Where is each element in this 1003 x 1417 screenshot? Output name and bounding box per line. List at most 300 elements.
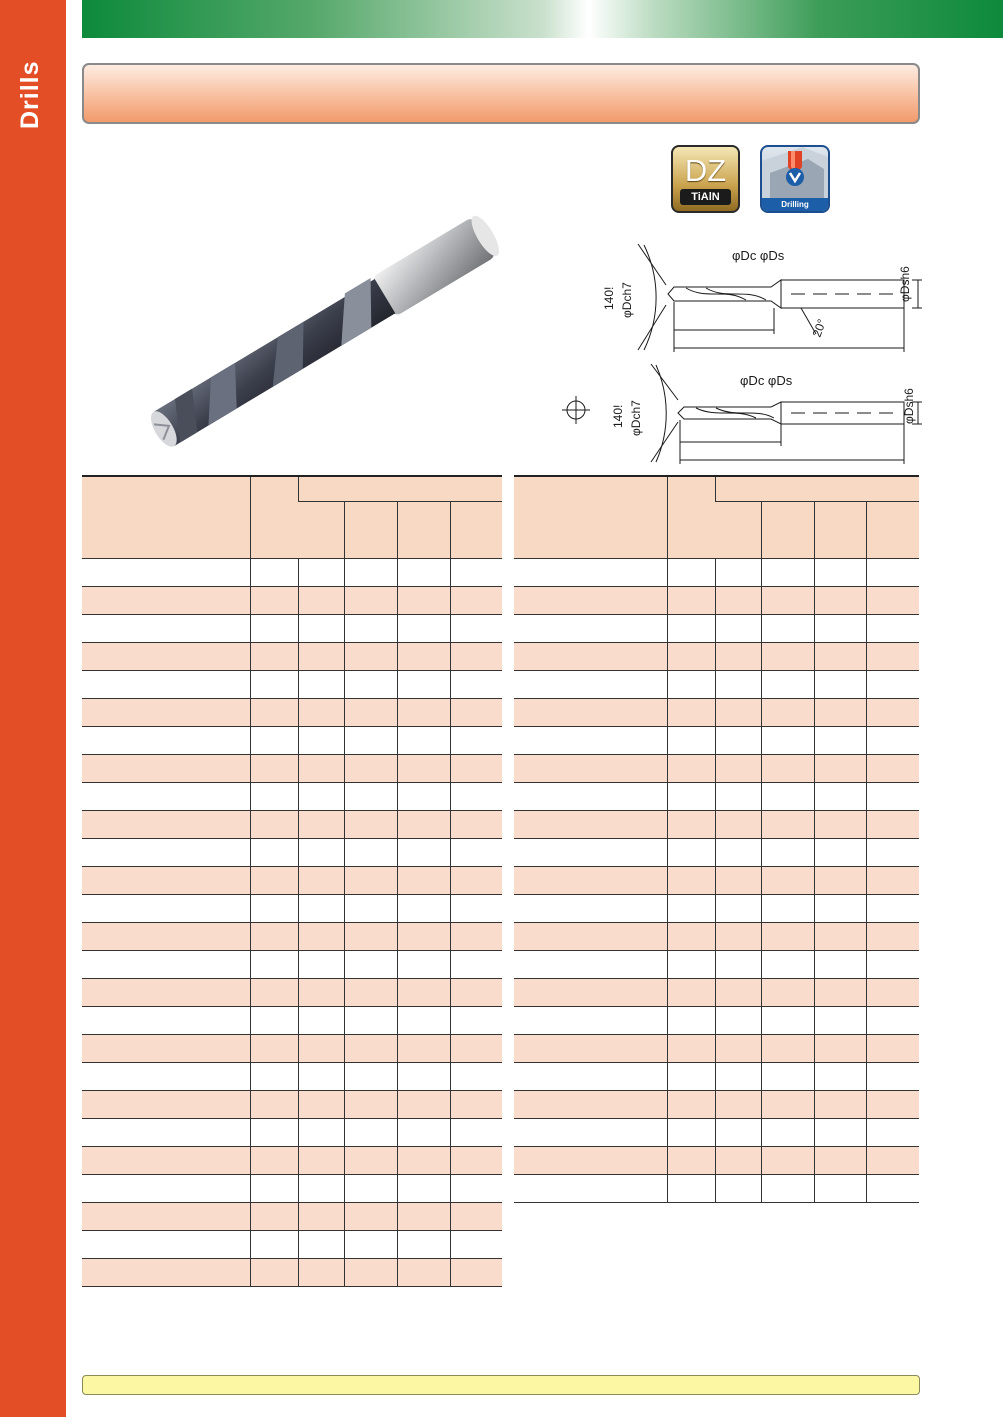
table-cell: [667, 558, 715, 586]
table-row: [82, 922, 502, 950]
table-cell: [82, 1118, 250, 1146]
table-cell: [761, 1090, 814, 1118]
table-cell: [514, 1174, 667, 1202]
table-cell: [397, 1118, 450, 1146]
header-cell: [814, 501, 866, 558]
table-cell: [298, 782, 344, 810]
table-cell: [667, 614, 715, 642]
table-row: [514, 810, 919, 838]
bottom-shank-label: φDsh6: [902, 388, 916, 424]
table-cell: [344, 1034, 397, 1062]
table-row: [82, 810, 502, 838]
table-row: [514, 1146, 919, 1174]
table-cell: [814, 558, 866, 586]
table-cell: [250, 558, 298, 586]
table-cell: [667, 1146, 715, 1174]
table-cell: [715, 866, 761, 894]
table-cell: [344, 922, 397, 950]
table-cell: [866, 754, 919, 782]
table-cell: [298, 726, 344, 754]
table-cell: [397, 726, 450, 754]
table-row: [82, 1258, 502, 1286]
table-cell: [814, 614, 866, 642]
table-cell: [82, 782, 250, 810]
table-cell: [667, 894, 715, 922]
coating-name: TiAlN: [680, 189, 731, 205]
table-cell: [397, 1202, 450, 1230]
table-cell: [667, 978, 715, 1006]
table-row: [82, 1090, 502, 1118]
table-cell: [866, 614, 919, 642]
table-cell: [450, 978, 502, 1006]
table-cell: [514, 866, 667, 894]
table-cell: [715, 698, 761, 726]
table-cell: [250, 1118, 298, 1146]
table-cell: [866, 1118, 919, 1146]
table-cell: [82, 558, 250, 586]
table-row: [514, 558, 919, 586]
table-cell: [250, 1062, 298, 1090]
table-row: [82, 866, 502, 894]
table-cell: [514, 1034, 667, 1062]
table-cell: [761, 698, 814, 726]
table-cell: [715, 754, 761, 782]
table-row: [82, 558, 502, 586]
table-cell: [514, 950, 667, 978]
table-cell: [298, 894, 344, 922]
bottom-tip-dia: φDch7: [629, 400, 643, 436]
table-cell: [250, 866, 298, 894]
table-cell: [761, 726, 814, 754]
table-cell: [761, 978, 814, 1006]
table-cell: [715, 1034, 761, 1062]
coating-brand: DZ: [684, 153, 727, 188]
application-label: Drilling: [762, 198, 828, 211]
table-row: [514, 698, 919, 726]
table-cell: [866, 810, 919, 838]
table-cell: [82, 642, 250, 670]
table-row: [514, 586, 919, 614]
table-cell: [866, 1034, 919, 1062]
table-cell: [761, 810, 814, 838]
table-cell: [450, 1006, 502, 1034]
table-cell: [450, 670, 502, 698]
table-cell: [715, 810, 761, 838]
table-cell: [344, 978, 397, 1006]
table-cell: [814, 642, 866, 670]
header-cell: [667, 476, 715, 558]
table-cell: [397, 1034, 450, 1062]
table-cell: [761, 1146, 814, 1174]
table-cell: [397, 558, 450, 586]
table-cell: [344, 1006, 397, 1034]
table-cell: [298, 810, 344, 838]
table-cell: [450, 1146, 502, 1174]
table-cell: [298, 1118, 344, 1146]
table-row: [514, 642, 919, 670]
table-cell: [715, 1118, 761, 1146]
table-cell: [761, 558, 814, 586]
table-cell: [667, 1034, 715, 1062]
table-cell: [450, 754, 502, 782]
table-cell: [866, 894, 919, 922]
table-row: [514, 782, 919, 810]
table-cell: [514, 978, 667, 1006]
table-cell: [250, 614, 298, 642]
table-row: [514, 1006, 919, 1034]
table-cell: [450, 1062, 502, 1090]
table-cell: [250, 1174, 298, 1202]
table-cell: [250, 698, 298, 726]
table-cell: [450, 866, 502, 894]
table-cell: [814, 782, 866, 810]
table-cell: [667, 698, 715, 726]
helix-angle: 20°: [809, 317, 830, 340]
table-cell: [344, 1202, 397, 1230]
table-cell: [82, 1230, 250, 1258]
table-cell: [450, 642, 502, 670]
header-cell: [298, 501, 344, 558]
header-cell: [450, 501, 502, 558]
table-cell: [82, 1202, 250, 1230]
table-cell: [514, 782, 667, 810]
table-cell: [250, 642, 298, 670]
table-cell: [814, 1146, 866, 1174]
table-cell: [715, 894, 761, 922]
table-cell: [450, 782, 502, 810]
application-badge: [760, 145, 830, 213]
table-row: [82, 782, 502, 810]
section-label: Drills: [16, 60, 44, 130]
table-cell: [514, 614, 667, 642]
header-cell: [866, 501, 919, 558]
header-cell: [514, 476, 667, 558]
table-cell: [514, 1146, 667, 1174]
table-row: [82, 1202, 502, 1230]
table-cell: [450, 1258, 502, 1286]
table-cell: [761, 754, 814, 782]
table-cell: [82, 950, 250, 978]
table-cell: [514, 922, 667, 950]
table-cell: [761, 1034, 814, 1062]
table-cell: [667, 782, 715, 810]
title-bar: [82, 63, 920, 124]
table-cell: [344, 894, 397, 922]
table-cell: [814, 922, 866, 950]
table-row: [82, 838, 502, 866]
header-cell: [344, 501, 397, 558]
table-cell: [344, 1090, 397, 1118]
table-row: [82, 1146, 502, 1174]
table-cell: [344, 782, 397, 810]
table-cell: [715, 614, 761, 642]
table-cell: [82, 894, 250, 922]
table-cell: [866, 642, 919, 670]
table-cell: [761, 1006, 814, 1034]
table-cell: [814, 866, 866, 894]
table-row: [82, 698, 502, 726]
table-cell: [298, 558, 344, 586]
table-cell: [82, 1062, 250, 1090]
table-cell: [667, 726, 715, 754]
table-cell: [82, 1174, 250, 1202]
table-cell: [761, 866, 814, 894]
table-row: [514, 670, 919, 698]
table-cell: [344, 1062, 397, 1090]
table-cell: [814, 894, 866, 922]
table-cell: [667, 1118, 715, 1146]
table-cell: [344, 642, 397, 670]
table-row: [82, 726, 502, 754]
table-cell: [450, 1174, 502, 1202]
table-cell: [344, 950, 397, 978]
table-cell: [667, 586, 715, 614]
table-cell: [344, 1230, 397, 1258]
table-cell: [814, 1062, 866, 1090]
table-cell: [866, 978, 919, 1006]
table-cell: [397, 698, 450, 726]
table-cell: [298, 866, 344, 894]
table-cell: [514, 838, 667, 866]
table-cell: [667, 754, 715, 782]
table-cell: [250, 810, 298, 838]
table-cell: [514, 754, 667, 782]
table-cell: [761, 614, 814, 642]
table-row: [514, 1174, 919, 1202]
table-row: [82, 978, 502, 1006]
table-row: [82, 670, 502, 698]
table-cell: [814, 754, 866, 782]
table-cell: [715, 1146, 761, 1174]
table-cell: [397, 1090, 450, 1118]
table-cell: [866, 866, 919, 894]
bottom-tip-angle: 140!: [611, 404, 625, 428]
table-cell: [397, 1006, 450, 1034]
table-cell: [298, 698, 344, 726]
table-cell: [715, 1062, 761, 1090]
table-cell: [866, 1006, 919, 1034]
table-cell: [344, 1146, 397, 1174]
header-cell: [715, 476, 919, 501]
table-row: [514, 1034, 919, 1062]
table-row: [82, 754, 502, 782]
table-cell: [397, 1146, 450, 1174]
table-cell: [344, 698, 397, 726]
table-cell: [450, 586, 502, 614]
table-cell: [667, 866, 715, 894]
table-row: [82, 1174, 502, 1202]
table-cell: [866, 698, 919, 726]
table-cell: [82, 866, 250, 894]
table-cell: [298, 1090, 344, 1118]
table-cell: [397, 866, 450, 894]
table-cell: [344, 558, 397, 586]
table-cell: [514, 642, 667, 670]
table-cell: [715, 670, 761, 698]
table-cell: [761, 642, 814, 670]
table-cell: [250, 978, 298, 1006]
table-cell: [814, 810, 866, 838]
table-cell: [250, 1006, 298, 1034]
table-cell: [450, 1118, 502, 1146]
table-cell: [397, 1062, 450, 1090]
table-cell: [250, 586, 298, 614]
table-cell: [397, 978, 450, 1006]
table-cell: [298, 586, 344, 614]
table-cell: [82, 922, 250, 950]
table-cell: [250, 1146, 298, 1174]
table-row: [514, 838, 919, 866]
header-cell: [397, 501, 450, 558]
section-sidebar: [0, 0, 66, 1417]
table-cell: [298, 922, 344, 950]
table-row: [82, 1230, 502, 1258]
table-cell: [667, 838, 715, 866]
table-row: [82, 1062, 502, 1090]
table-cell: [667, 670, 715, 698]
table-cell: [715, 782, 761, 810]
table-cell: [344, 838, 397, 866]
table-cell: [450, 1090, 502, 1118]
table-cell: [298, 1034, 344, 1062]
header-cell: [250, 476, 298, 558]
table-cell: [450, 838, 502, 866]
table-cell: [667, 810, 715, 838]
table-row: [514, 754, 919, 782]
table-cell: [514, 558, 667, 586]
table-cell: [82, 698, 250, 726]
bottom-dia-label: φDc φDs: [740, 373, 793, 388]
table-cell: [814, 1118, 866, 1146]
table-cell: [344, 1258, 397, 1286]
table-cell: [715, 1090, 761, 1118]
table-cell: [298, 1062, 344, 1090]
table-cell: [250, 782, 298, 810]
table-row: [82, 614, 502, 642]
table-cell: [450, 1202, 502, 1230]
table-cell: [814, 670, 866, 698]
table-cell: [667, 1174, 715, 1202]
table-cell: [298, 1202, 344, 1230]
table-cell: [761, 782, 814, 810]
table-row: [514, 726, 919, 754]
table-cell: [514, 1062, 667, 1090]
table-row: [82, 642, 502, 670]
table-cell: [298, 950, 344, 978]
table-cell: [514, 670, 667, 698]
table-cell: [450, 810, 502, 838]
table-cell: [514, 894, 667, 922]
table-cell: [344, 586, 397, 614]
table-row: [514, 1062, 919, 1090]
table-cell: [397, 754, 450, 782]
drilling-icon: [762, 147, 828, 199]
top-dia-label: φDc φDs: [732, 248, 785, 263]
table-cell: [397, 950, 450, 978]
table-cell: [866, 922, 919, 950]
table-cell: [866, 838, 919, 866]
table-cell: [298, 838, 344, 866]
table-cell: [250, 1258, 298, 1286]
table-cell: [82, 754, 250, 782]
table-cell: [298, 670, 344, 698]
table-cell: [715, 978, 761, 1006]
table-cell: [298, 1230, 344, 1258]
table-cell: [866, 950, 919, 978]
table-row: [514, 614, 919, 642]
table-cell: [715, 1006, 761, 1034]
top-gradient-band: [82, 0, 1003, 38]
table-cell: [814, 586, 866, 614]
table-cell: [344, 810, 397, 838]
table-cell: [298, 1258, 344, 1286]
table-cell: [761, 1174, 814, 1202]
table-cell: [814, 1006, 866, 1034]
table-cell: [715, 838, 761, 866]
table-cell: [866, 1062, 919, 1090]
table-cell: [761, 670, 814, 698]
table-cell: [450, 922, 502, 950]
table-cell: [397, 1230, 450, 1258]
table-cell: [866, 1146, 919, 1174]
table-cell: [514, 1006, 667, 1034]
table-row: [514, 922, 919, 950]
table-cell: [814, 698, 866, 726]
spec-table-left: [82, 475, 502, 1287]
table-cell: [82, 614, 250, 642]
table-cell: [344, 1118, 397, 1146]
table-cell: [344, 726, 397, 754]
drill-photo: [125, 210, 525, 465]
table-cell: [450, 950, 502, 978]
table-cell: [514, 1090, 667, 1118]
table-cell: [450, 1034, 502, 1062]
table-cell: [667, 1062, 715, 1090]
table-cell: [298, 1006, 344, 1034]
table-row: [82, 1006, 502, 1034]
table-cell: [761, 586, 814, 614]
table-cell: [761, 1118, 814, 1146]
table-cell: [814, 838, 866, 866]
table-cell: [814, 726, 866, 754]
table-cell: [814, 1034, 866, 1062]
table-cell: [866, 558, 919, 586]
table-cell: [866, 670, 919, 698]
table-cell: [298, 978, 344, 1006]
table-cell: [397, 810, 450, 838]
table-cell: [715, 726, 761, 754]
table-cell: [82, 670, 250, 698]
table-row: [514, 978, 919, 1006]
table-cell: [250, 1202, 298, 1230]
top-tip-angle: 140!: [602, 286, 616, 310]
dimension-diagram: [556, 230, 928, 470]
table-cell: [715, 950, 761, 978]
table-cell: [866, 586, 919, 614]
table-cell: [250, 1034, 298, 1062]
table-cell: [344, 1174, 397, 1202]
table-cell: [761, 1062, 814, 1090]
table-cell: [667, 1090, 715, 1118]
table-cell: [866, 1174, 919, 1202]
table-cell: [761, 922, 814, 950]
table-cell: [814, 1090, 866, 1118]
table-cell: [82, 1146, 250, 1174]
table-cell: [814, 950, 866, 978]
table-cell: [667, 642, 715, 670]
table-row: [514, 894, 919, 922]
table-cell: [397, 1174, 450, 1202]
